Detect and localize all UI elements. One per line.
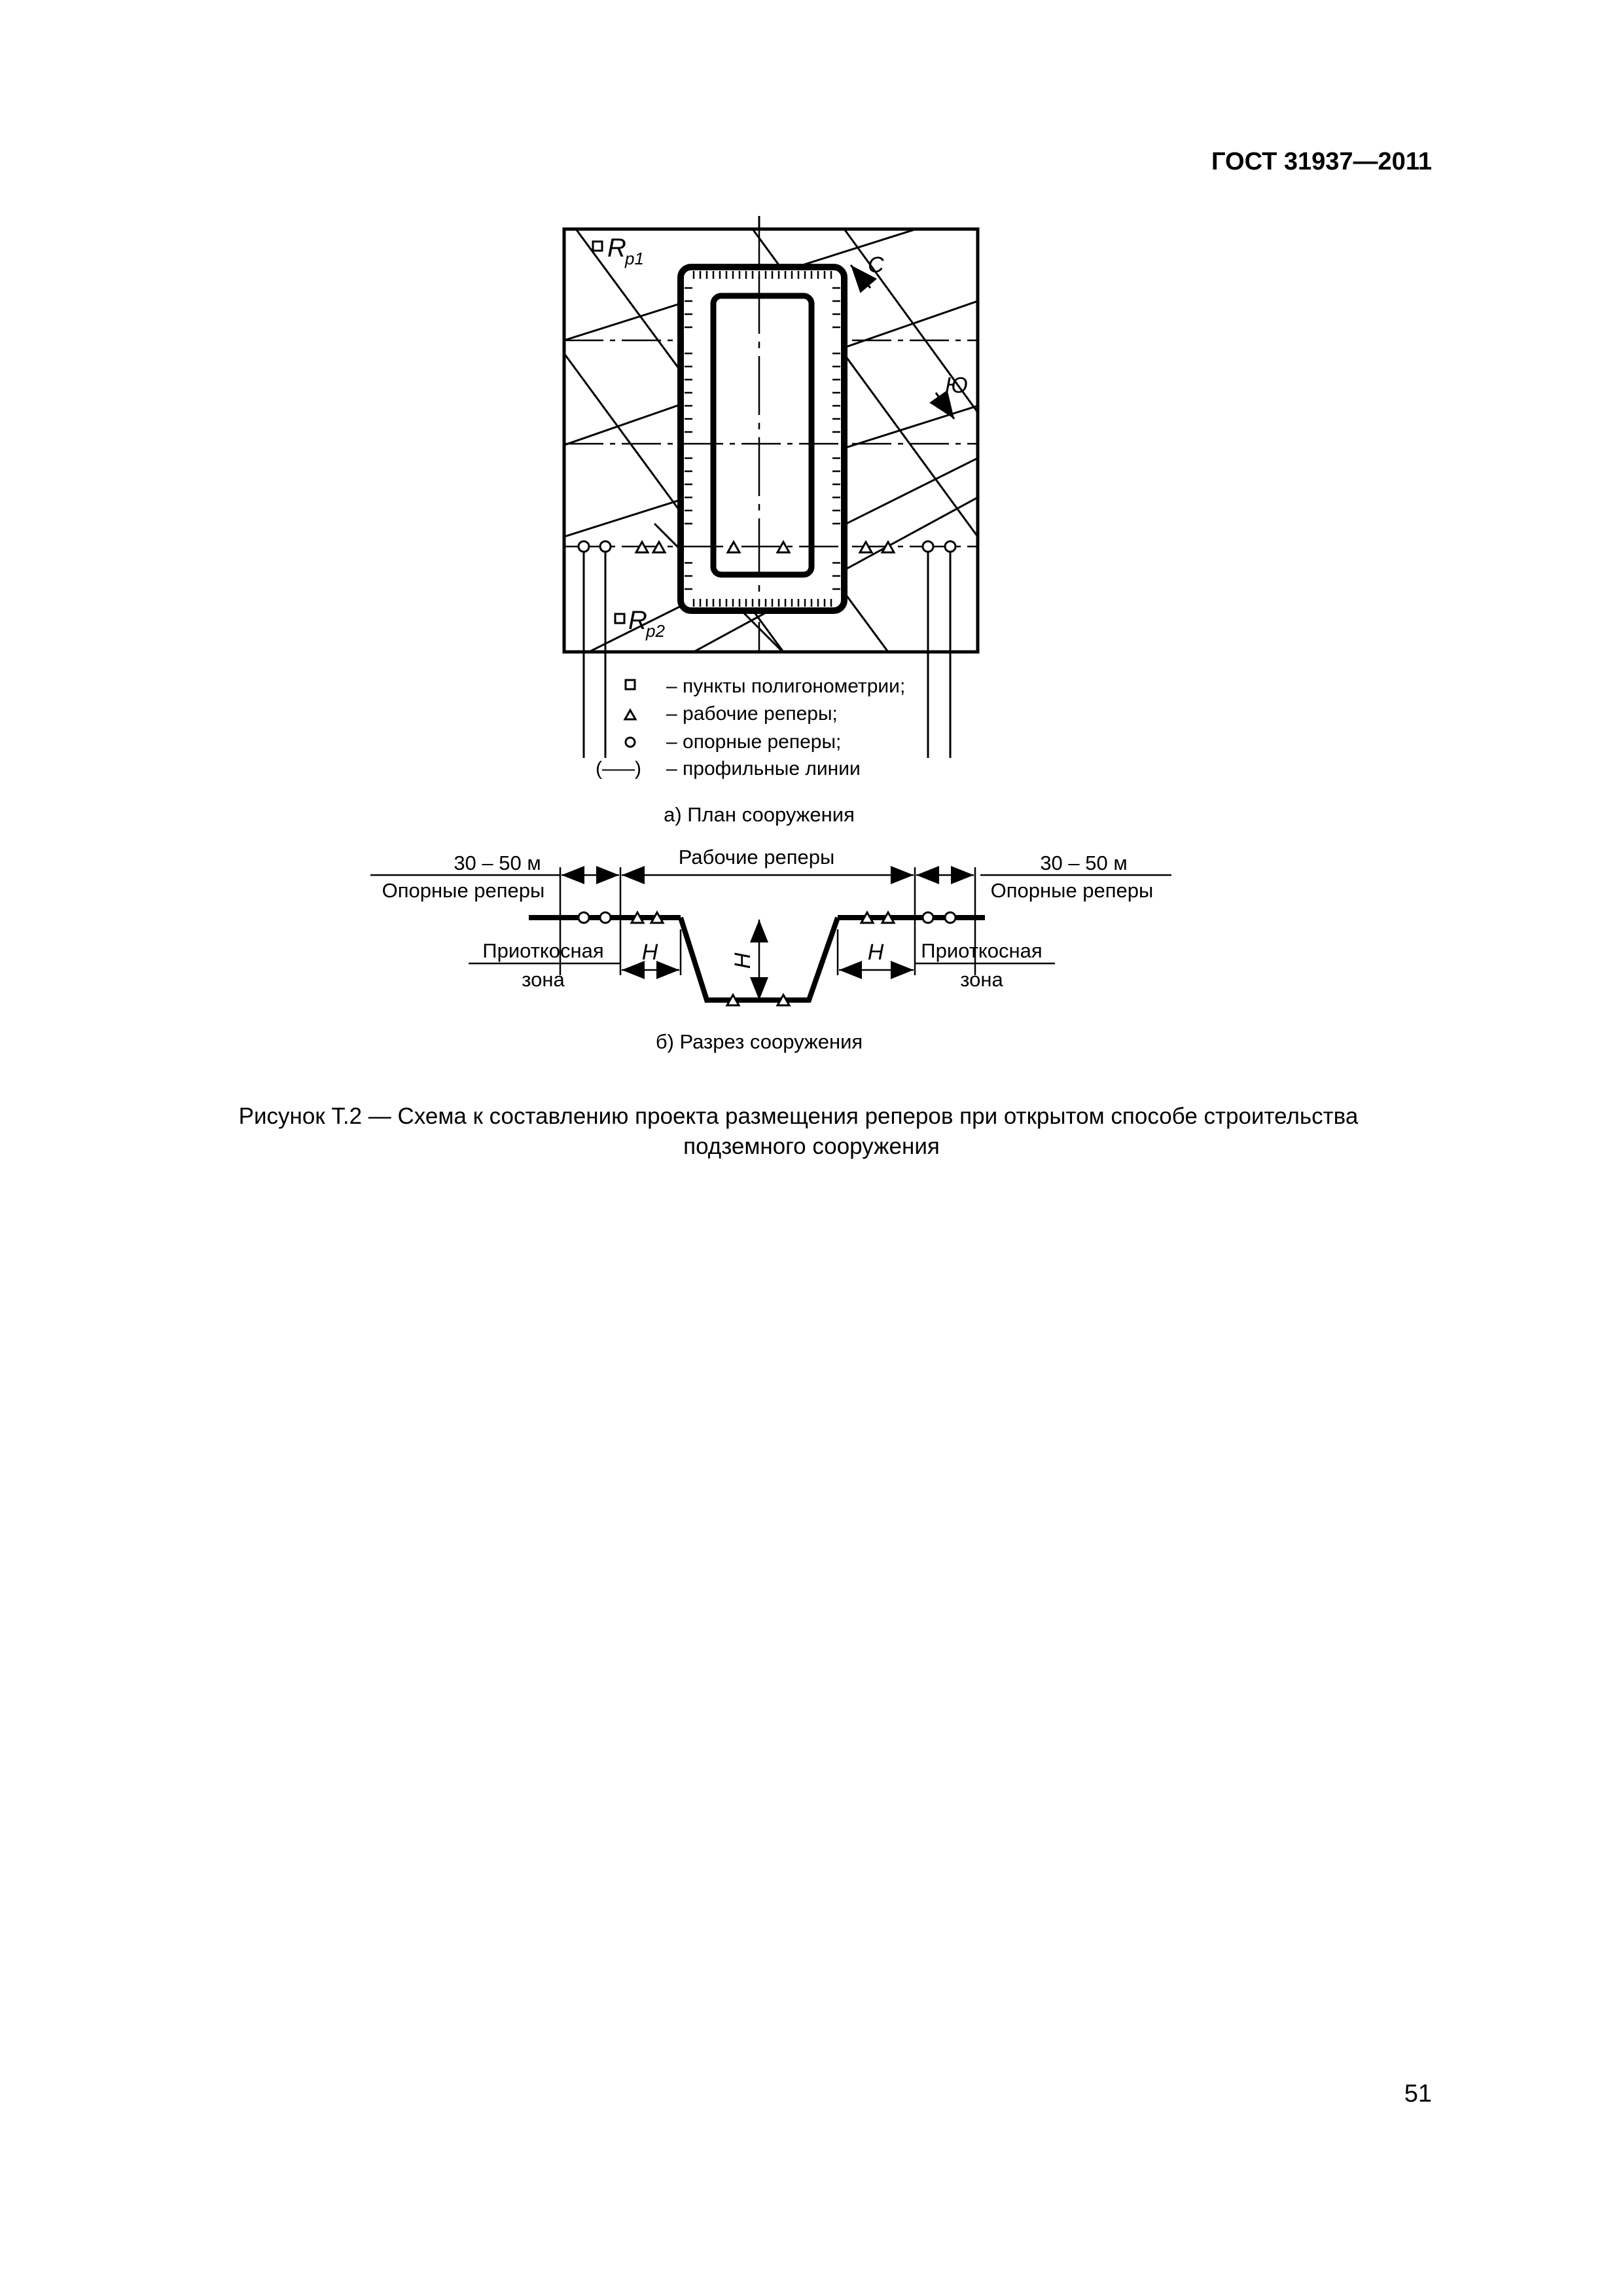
reference-benchmark-icon [600, 541, 611, 552]
h-label-depth: H [730, 952, 755, 969]
right-zone-label-2: зона [960, 968, 1003, 991]
figure-caption [0, 1102, 1623, 1162]
reference-benchmark-icon [945, 912, 955, 923]
polygonometry-point-icon [615, 614, 624, 623]
north-label: С [868, 253, 884, 278]
reference-benchmark-icon [923, 541, 933, 552]
legend-item-1: – пункты полигонометрии; [666, 675, 906, 697]
h-label-left: H [641, 940, 658, 965]
section-caption: б) Разрез сооружения [655, 1030, 863, 1053]
right-benchmarks-label: Опорные реперы [990, 879, 1154, 902]
plan-view [564, 216, 978, 826]
reference-benchmark-icon [945, 541, 955, 552]
working-benchmarks-label: Рабочие реперы [678, 846, 835, 869]
figure-caption-line-1: Рисунок Т.2 — Схема к составлению проекта размещения реперов при открытом способе строительства [238, 1103, 1359, 1129]
point-label-rp1-sub: p1 [625, 249, 644, 268]
point-label-rp2: R [628, 606, 647, 635]
reference-benchmark-icon [579, 912, 589, 923]
document-code: ГОСТ 31937—2011 [1211, 148, 1432, 175]
left-benchmarks-label: Опорные реперы [382, 879, 545, 902]
legend [596, 675, 905, 780]
south-label: Ю [945, 373, 968, 398]
figure-caption-line-2: подземного сооружения [683, 1134, 940, 1159]
legend-item-4: – профильные линии [666, 758, 861, 780]
legend-dash-line-icon: (–––) [596, 758, 642, 780]
reference-benchmark-icon [579, 541, 589, 552]
reference-benchmark-icon [923, 912, 933, 923]
left-zone-label: Приоткосная [482, 939, 604, 962]
page-number: 51 [1404, 2080, 1432, 2108]
section-view [370, 846, 1171, 1053]
pit-outline [681, 267, 844, 611]
legend-item-3: – опорные реперы; [666, 731, 842, 753]
plan-caption: а) План сооружения [664, 803, 855, 826]
point-label-rp2-sub: p2 [646, 621, 665, 641]
right-zone-label: Приоткосная [921, 939, 1043, 962]
left-distance-label: 30 – 50 м [454, 852, 541, 874]
reference-benchmark-icon [600, 912, 611, 923]
legend-item-2: – рабочие реперы; [666, 703, 838, 725]
legend-square-icon [626, 680, 635, 689]
h-label-right: H [867, 940, 884, 965]
legend-triangle-icon [625, 710, 635, 719]
polygonometry-point-icon [593, 242, 602, 251]
legend-circle-icon [626, 738, 635, 747]
point-label-rp1: R [607, 234, 626, 262]
left-zone-label-2: зона [522, 968, 565, 991]
right-distance-label: 30 – 50 м [1040, 852, 1128, 874]
